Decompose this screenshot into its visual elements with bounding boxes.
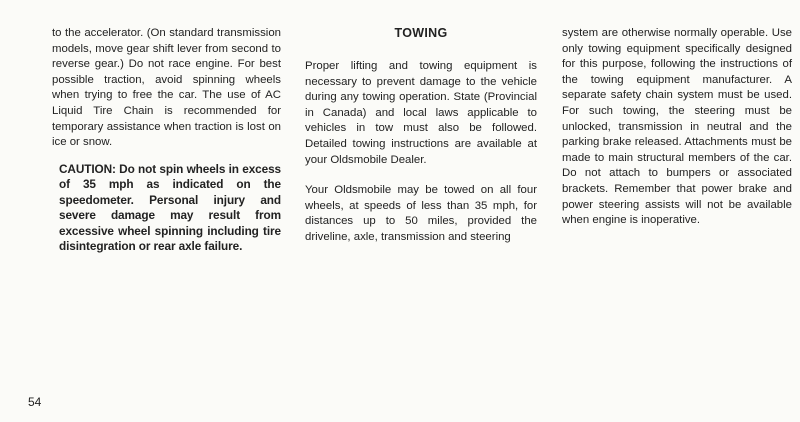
towing-paragraph-2: Your Oldsmobile may be towed on all four wheels, at speeds of less than 35 mph, for distances up to 50 miles, provided the driveline, axle, transmission and steering [305,184,537,243]
left-column [52,26,281,255]
page-number: 54 [28,395,42,409]
towing-heading: TOWING [394,26,448,40]
traction-paragraph: to the accelerator. (On standard transmission models, move gear shift lever from second to reverse gear.) Do not race engine. For best possible traction, avoid spinning wheels when trying to free the car. The use of AC Liquid Tire Chain is recommended for temporary assistance when traction is lost on ice or snow. [52,27,281,149]
middle-column [305,26,537,246]
towing-paragraph-continued: system are otherwise normally operable. Use only towing equipment specifically designed for this purpose, following the instructions of the towing equipment manufacturer. A separate safety chain system must be used. For such towing, the steering must be unlocked, transmission in neutral and the parking brake released. Attachments must be made to main structural members of the car. Do not attach to bumpers or associated brackets. Remember that power brake and power steering assists will not be available when engine is inoperative. [562,27,792,227]
caution-paragraph: CAUTION: Do not spin wheels in excess of 35 mph as indicated on the speedometer. Personal injury and severe damage may result from excessive wheel spinning including tire disintegration or rear axle failure. [59,161,281,254]
right-column [562,26,792,229]
towing-paragraph-1: Proper lifting and towing equipment is necessary to prevent damage to the vehicle during any towing operation. State (Provincial in Canada) and local laws applicable to vehicles in tow must also be followed. Detailed towing instructions are available at your Oldsmobile Dealer. [305,60,537,166]
